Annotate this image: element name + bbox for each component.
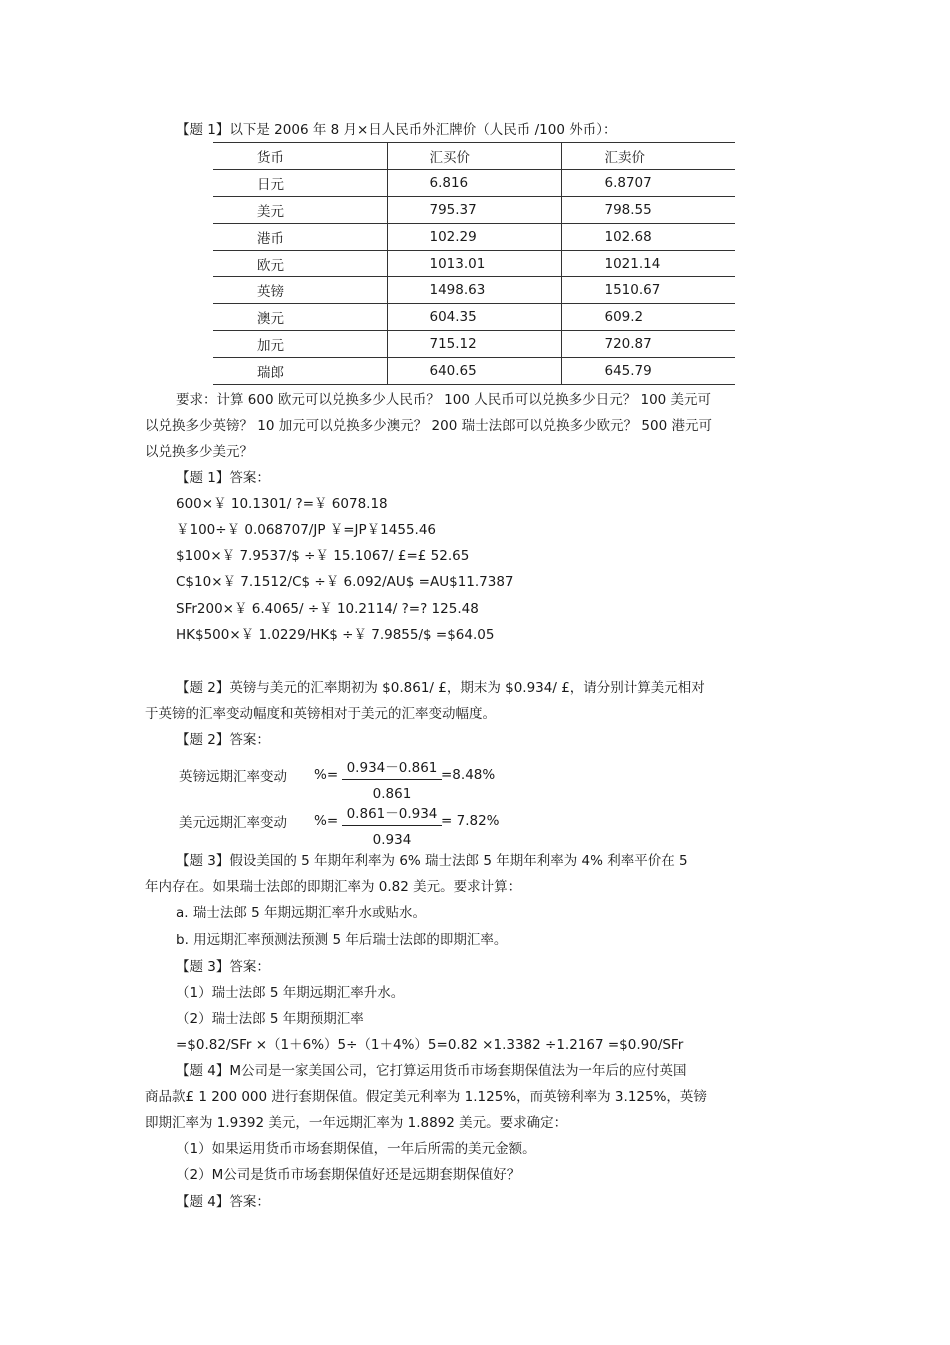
q1-requirement-line-3: 以兑换多少美元？ bbox=[145, 444, 253, 460]
q4-line-1: 【题 4】M公司是一家美国公司，它打算运用货币市场套期保值法为一年后的应付英国 bbox=[176, 1063, 687, 1079]
q2-line-1: 【题 2】英镑与美元的汇率期初为 $0.861/ £，期末为 $0.934/ £，请分别计算美元相对 bbox=[176, 680, 705, 696]
exchange-rate-table bbox=[213, 142, 735, 385]
table-cell: 加元 bbox=[213, 331, 387, 358]
table-cell: 6.816 bbox=[387, 169, 561, 196]
table-cell: 720.87 bbox=[561, 331, 735, 358]
table-header-cell: 汇买价 bbox=[387, 143, 561, 170]
q2-eq2-fraction bbox=[342, 802, 442, 848]
q3-answer-2: （2）瑞士法郎 5 年期预期汇率 bbox=[176, 1011, 364, 1027]
q2-eq1-label: 英镑远期汇率变动 bbox=[179, 769, 287, 785]
q3-answer-3: =$0.82/SFr ×（1＋6%）5÷（1＋4%）5=0.82 ×1.3382 ÷1.2167 =$0.90/SFr bbox=[176, 1037, 684, 1053]
table-cell: 欧元 bbox=[213, 250, 387, 277]
q3-answer-1: （1）瑞士法郎 5 年期远期汇率升水。 bbox=[176, 985, 405, 1001]
q1-answer-title: 【题 1】答案： bbox=[176, 470, 270, 486]
q1-answer-4: C$10×￥ 7.1512/C$ ÷￥ 6.092/AU$ =AU$11.7387 bbox=[176, 574, 514, 590]
q2-eq1-result: =8.48% bbox=[441, 767, 496, 783]
q2-eq1-denominator: 0.861 bbox=[372, 786, 412, 802]
q2-eq2-numerator: 0.861－0.934 bbox=[342, 802, 442, 826]
table-row bbox=[213, 277, 735, 304]
table-row bbox=[213, 169, 735, 196]
table-cell: 港币 bbox=[213, 223, 387, 250]
q1-answer-2: ￥100÷￥ 0.068707/JP ￥=JP￥1455.46 bbox=[176, 522, 437, 538]
q2-eq1-numerator: 0.934－0.861 bbox=[342, 756, 442, 780]
q3-line-1: 【题 3】假设美国的 5 年期年利率为 6% 瑞士法郎 5 年期年利率为 4% 利率平价在 5 bbox=[176, 853, 688, 869]
table-cell: 日元 bbox=[213, 169, 387, 196]
table-cell: 1498.63 bbox=[387, 277, 561, 304]
table-cell: 瑞郎 bbox=[213, 358, 387, 385]
q2-eq2-denominator: 0.934 bbox=[372, 832, 412, 848]
table-header-cell: 货币 bbox=[213, 143, 387, 170]
table-cell: 645.79 bbox=[561, 358, 735, 385]
table-row bbox=[213, 331, 735, 358]
q2-eq2-result: = 7.82% bbox=[441, 813, 500, 829]
q1-requirement-line-1: 要求：计算 600 欧元可以兑换多少人民币？ 100 人民币可以兑换多少日元？ 100 美元可 bbox=[176, 392, 712, 408]
table-cell: 1013.01 bbox=[387, 250, 561, 277]
q1-answer-1: 600×￥ 10.1301/ ?=￥ 6078.18 bbox=[176, 496, 388, 512]
q2-line-2: 于英镑的汇率变动幅度和英镑相对于美元的汇率变动幅度。 bbox=[145, 706, 496, 722]
q2-eq1-fraction bbox=[342, 756, 442, 802]
table-row bbox=[213, 304, 735, 331]
table-cell: 6.8707 bbox=[561, 169, 735, 196]
q4-line-2: 商品款£ 1 200 000 进行套期保值。假定美元利率为 1.125%，而英镑利率为 3.125%，英镑 bbox=[145, 1089, 707, 1105]
table-cell: 1510.67 bbox=[561, 277, 735, 304]
table-header-row bbox=[213, 143, 735, 170]
table-cell: 798.55 bbox=[561, 196, 735, 223]
q1-heading: 【题 1】以下是 2006 年 8 月×日人民币外汇牌价（人民币 /100 外币）： bbox=[176, 122, 617, 138]
q1-requirement-line-2: 以兑换多少英镑？ 10 加元可以兑换多少澳元？ 200 瑞士法郎可以兑换多少欧元？ 500 港元可 bbox=[145, 418, 712, 434]
table-cell: 102.29 bbox=[387, 223, 561, 250]
table-cell: 102.68 bbox=[561, 223, 735, 250]
table-cell: 715.12 bbox=[387, 331, 561, 358]
q1-answer-6: HK$500×￥ 1.0229/HK$ ÷￥ 7.9855/$ =$64.05 bbox=[176, 627, 495, 643]
table-row bbox=[213, 358, 735, 385]
q3-answer-title: 【题 3】答案： bbox=[176, 959, 270, 975]
q4-line-3: 即期汇率为 1.9392 美元，一年远期汇率为 1.8892 美元。要求确定： bbox=[145, 1115, 568, 1131]
table-row bbox=[213, 250, 735, 277]
table-cell: 澳元 bbox=[213, 304, 387, 331]
table-row bbox=[213, 223, 735, 250]
q3-line-2: 年内存在。如果瑞士法郎的即期汇率为 0.82 美元。要求计算： bbox=[145, 879, 522, 895]
table-cell: 640.65 bbox=[387, 358, 561, 385]
table-header-cell: 汇卖价 bbox=[561, 143, 735, 170]
q2-eq1-percent: %= bbox=[314, 767, 339, 783]
table-cell: 1021.14 bbox=[561, 250, 735, 277]
table-cell: 美元 bbox=[213, 196, 387, 223]
table-row bbox=[213, 196, 735, 223]
table-cell: 609.2 bbox=[561, 304, 735, 331]
q2-eq2-percent: %= bbox=[314, 813, 339, 829]
q1-answer-3: $100×￥ 7.9537/$ ÷￥ 15.1067/ £=£ 52.65 bbox=[176, 548, 470, 564]
q1-answer-5: SFr200×￥ 6.4065/ ÷￥ 10.2114/ ?=? 125.48 bbox=[176, 601, 479, 617]
table-cell: 795.37 bbox=[387, 196, 561, 223]
q4-item-1: （1）如果运用货币市场套期保值，一年后所需的美元金额。 bbox=[176, 1141, 536, 1157]
q4-answer-title: 【题 4】答案： bbox=[176, 1194, 270, 1210]
q2-eq2-label: 美元远期汇率变动 bbox=[179, 815, 287, 831]
q2-answer-title: 【题 2】答案： bbox=[176, 732, 270, 748]
table-cell: 604.35 bbox=[387, 304, 561, 331]
q3-item-a: a. 瑞士法郎 5 年期远期汇率升水或贴水。 bbox=[176, 905, 427, 921]
q3-item-b: b. 用远期汇率预测法预测 5 年后瑞士法郎的即期汇率。 bbox=[176, 932, 508, 948]
table-cell: 英镑 bbox=[213, 277, 387, 304]
q4-item-2: （2）M公司是货币市场套期保值好还是远期套期保值好？ bbox=[176, 1167, 521, 1183]
